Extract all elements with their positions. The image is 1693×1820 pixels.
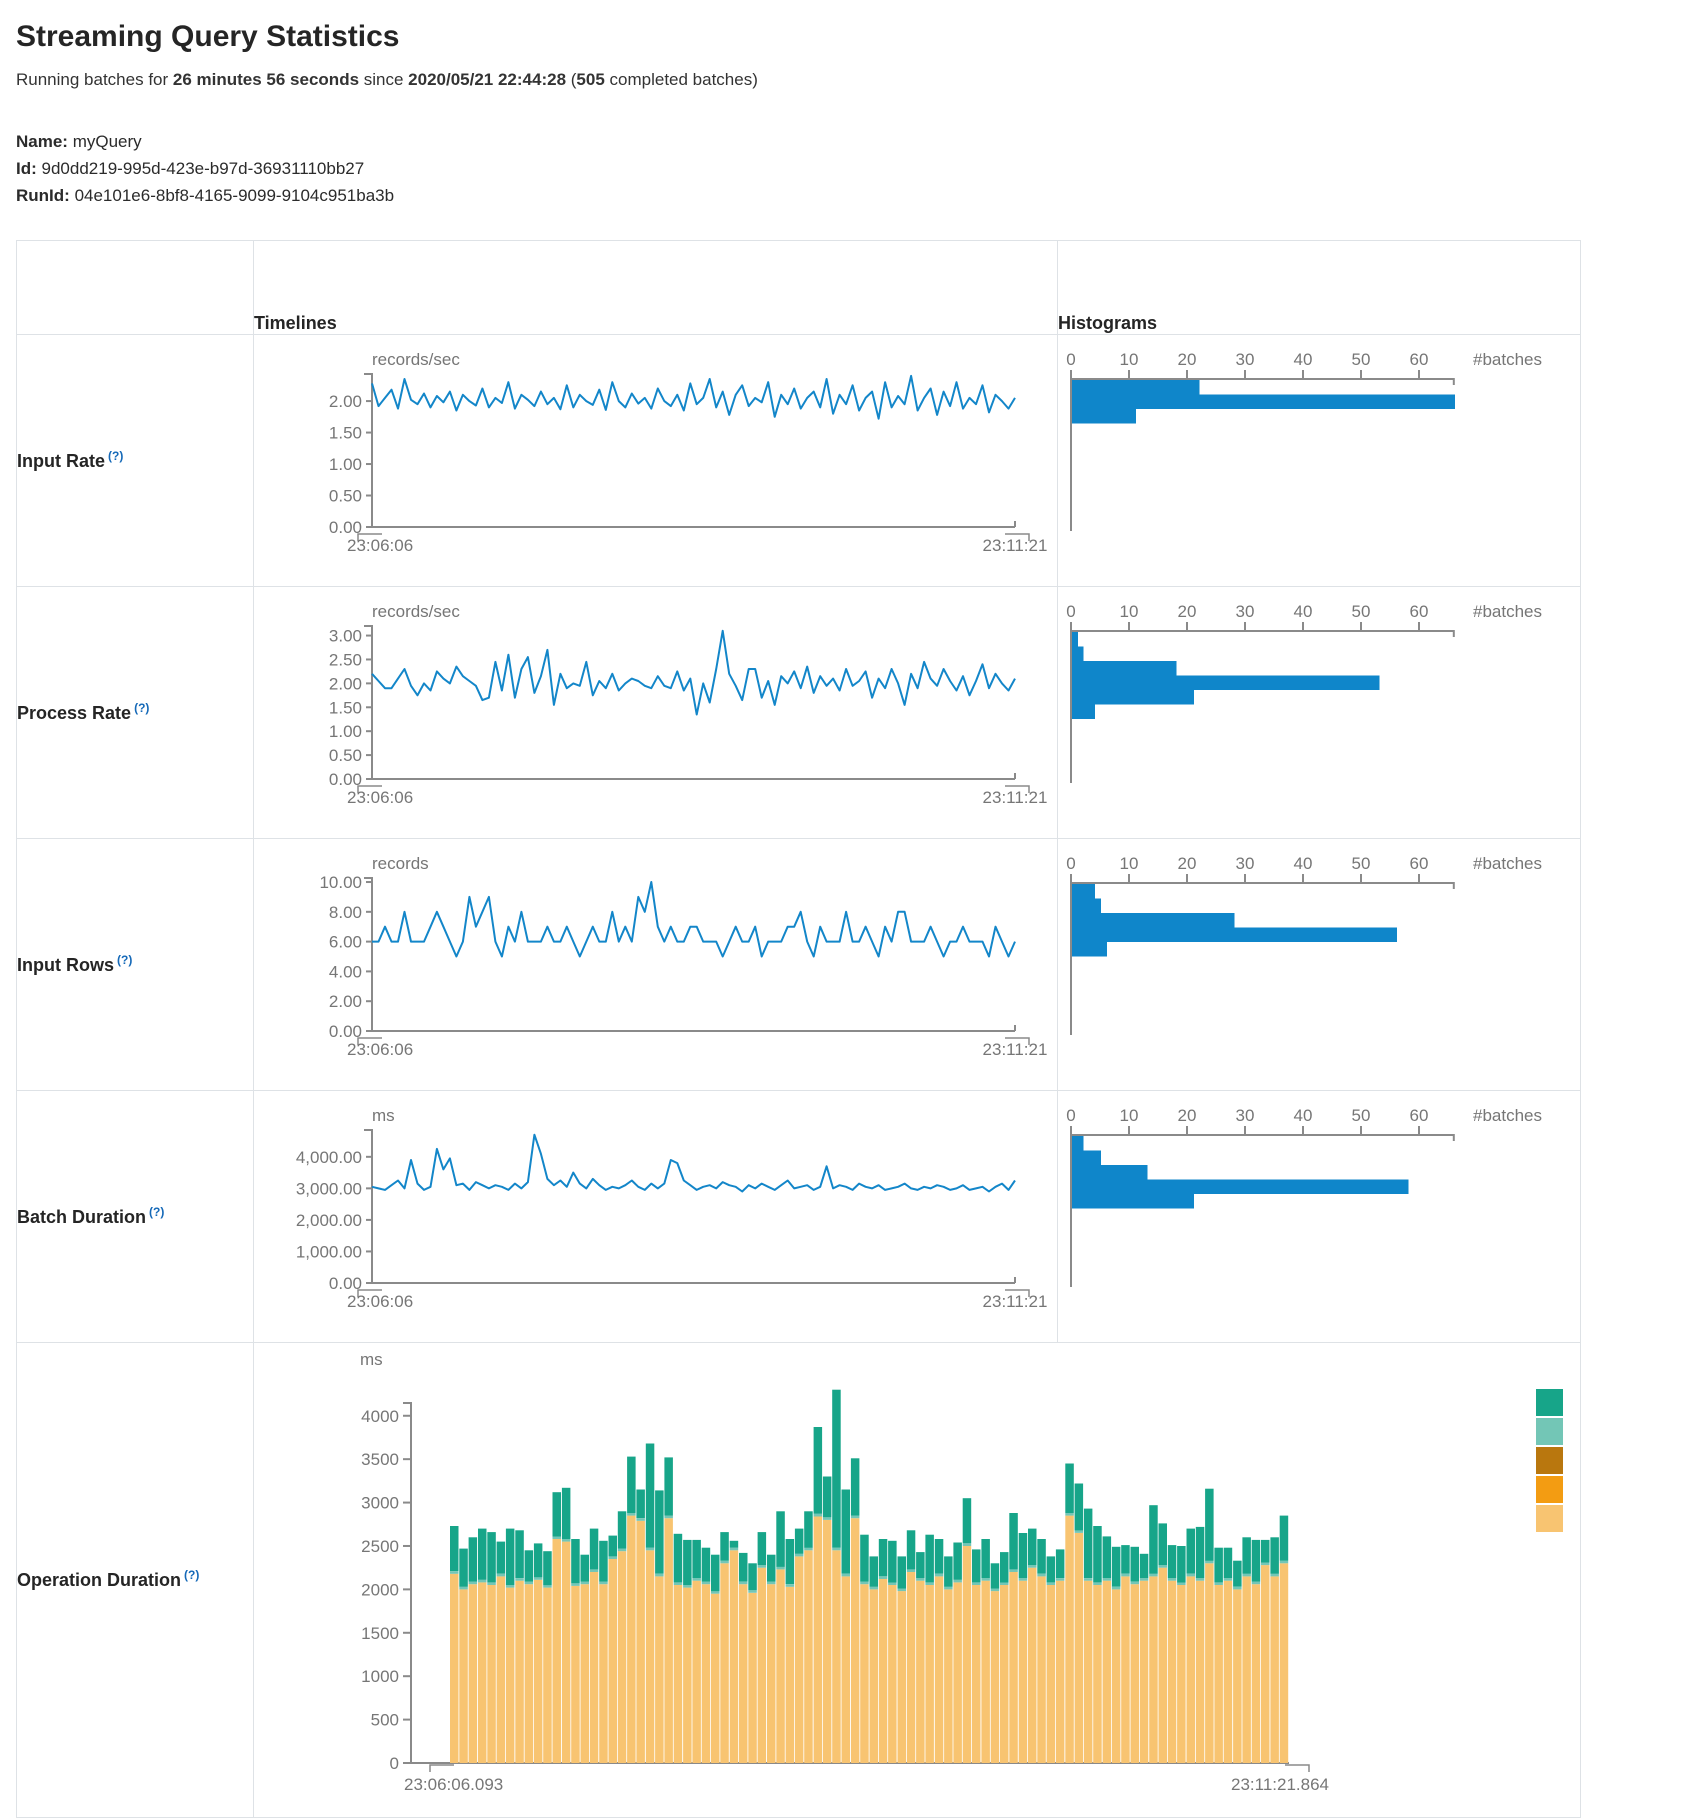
svg-text:2000: 2000	[361, 1579, 399, 1599]
svg-text:2.00: 2.00	[328, 991, 362, 1011]
svg-text:4,000.00: 4,000.00	[295, 1147, 362, 1167]
input-rate-row	[17, 334, 1581, 586]
svg-text:30: 30	[1235, 601, 1255, 621]
svg-text:40: 40	[1293, 601, 1313, 621]
batch-duration-histogram-svg	[1058, 1091, 1580, 1342]
operation-duration-chart-cell	[254, 1342, 1581, 1817]
svg-text:0.00: 0.00	[328, 1021, 362, 1041]
input-rows-label-cell	[17, 838, 254, 1090]
query-name-value: myQuery	[72, 132, 142, 151]
operation-duration-svg	[254, 1343, 1579, 1817]
summary-text: completed batches)	[604, 70, 758, 89]
svg-text:1000: 1000	[361, 1666, 399, 1686]
svg-text:2,000.00: 2,000.00	[295, 1210, 362, 1230]
query-id-value: 9d0dd219-995d-423e-b97d-36931110bb27	[41, 159, 365, 179]
input-rows-help-icon[interactable]: (?)	[117, 952, 133, 967]
svg-text:1.00: 1.00	[328, 454, 362, 474]
svg-text:20: 20	[1177, 349, 1197, 369]
operation-duration-help-icon[interactable]: (?)	[184, 1568, 200, 1583]
query-name-label: Name:	[16, 132, 68, 151]
row-label: Operation Duration	[17, 1570, 182, 1591]
batch-duration-label-cell	[17, 1090, 254, 1342]
query-name-line	[16, 128, 1693, 155]
svg-text:0.50: 0.50	[328, 745, 362, 765]
svg-text:10: 10	[1119, 601, 1139, 621]
process-rate-label-cell	[17, 586, 254, 838]
svg-text:1.50: 1.50	[328, 697, 362, 717]
svg-text:3000: 3000	[361, 1493, 399, 1513]
svg-text:2.00: 2.00	[328, 673, 362, 693]
input-rows-row	[17, 838, 1581, 1090]
process-rate-histogram-svg	[1058, 587, 1580, 838]
input-rows-timeline-cell	[254, 838, 1058, 1090]
operation-duration-label-cell	[17, 1342, 254, 1817]
svg-text:2.50: 2.50	[328, 650, 362, 670]
row-label: Process Rate	[17, 702, 132, 723]
svg-text:0: 0	[389, 1753, 399, 1773]
svg-text:20: 20	[1177, 1105, 1197, 1125]
x-axis-end-label: 23:11:21	[982, 1039, 1048, 1059]
svg-text:0: 0	[1066, 853, 1076, 873]
empty-header-cell	[17, 240, 254, 334]
svg-text:0.50: 0.50	[328, 486, 362, 506]
row-label: Input Rate	[17, 450, 105, 471]
process-rate-histogram-cell	[1058, 586, 1581, 838]
x-axis-end-label: 23:11:21	[982, 787, 1048, 807]
input-rows-histogram-chart	[1058, 839, 1580, 1090]
svg-text:0.00: 0.00	[328, 517, 362, 537]
svg-text:1.50: 1.50	[328, 423, 362, 443]
running-batches-summary	[16, 70, 1693, 90]
svg-text:4000: 4000	[361, 1406, 399, 1426]
query-info	[16, 128, 1693, 210]
table-header-row	[17, 240, 1581, 334]
input-rate-timeline-svg	[254, 335, 1057, 586]
svg-text:40: 40	[1293, 1105, 1313, 1125]
svg-text:0.00: 0.00	[328, 1273, 362, 1293]
batch-duration-timeline-chart	[254, 1091, 1057, 1342]
batches-count-axis-label: #batches	[1473, 349, 1542, 369]
batch-duration-timeline-svg	[254, 1091, 1057, 1342]
svg-text:50: 50	[1351, 1105, 1371, 1125]
svg-text:60: 60	[1409, 601, 1429, 621]
svg-text:50: 50	[1351, 853, 1371, 873]
page-title: Streaming Query Statistics	[16, 20, 400, 53]
y-axis-unit-label: records/sec	[372, 349, 460, 369]
process-rate-timeline-cell	[254, 586, 1058, 838]
svg-text:0.00: 0.00	[328, 769, 362, 789]
timelines-header: Timelines	[254, 240, 1058, 334]
svg-text:40: 40	[1293, 853, 1313, 873]
x-axis-start-label: 23:06:06	[347, 535, 414, 555]
svg-text:0: 0	[1066, 601, 1076, 621]
query-runid-line	[16, 182, 1693, 209]
batch-duration-timeline-cell	[254, 1090, 1058, 1342]
x-axis-start-label: 23:06:06.093	[404, 1774, 504, 1794]
summary-text: Running batches for	[16, 70, 173, 89]
svg-text:10.00: 10.00	[319, 872, 362, 892]
x-axis-end-label: 23:11:21	[982, 535, 1048, 555]
process-rate-timeline-chart	[254, 587, 1057, 838]
x-axis-start-label: 23:06:06	[347, 787, 414, 807]
legend-swatch-4	[1536, 1476, 1563, 1503]
svg-text:0: 0	[1066, 1105, 1076, 1125]
query-runid-label: RunId:	[16, 186, 70, 206]
legend-swatch-2	[1536, 1418, 1563, 1445]
input-rows-histogram-svg	[1058, 839, 1580, 1090]
svg-text:0: 0	[1066, 349, 1076, 369]
svg-text:10: 10	[1119, 349, 1139, 369]
process-rate-histogram-chart	[1058, 587, 1580, 838]
y-axis-unit-label: ms	[372, 1105, 395, 1125]
batch-duration-histogram-chart	[1058, 1091, 1580, 1342]
svg-text:4.00: 4.00	[328, 961, 362, 981]
batches-count-axis-label: #batches	[1473, 1105, 1542, 1125]
input-rows-timeline-svg	[254, 839, 1057, 1090]
svg-text:30: 30	[1235, 349, 1255, 369]
x-axis-end-label: 23:11:21	[982, 1291, 1048, 1311]
batch-duration-help-icon[interactable]: (?)	[149, 1204, 165, 1219]
y-axis-unit-label: ms	[360, 1349, 383, 1369]
x-axis-start-label: 23:06:06	[347, 1039, 414, 1059]
svg-text:3500: 3500	[361, 1449, 399, 1469]
svg-text:20: 20	[1177, 601, 1197, 621]
y-axis-unit-label: records	[372, 853, 429, 873]
svg-text:3.00: 3.00	[328, 626, 362, 646]
statistics-table	[16, 240, 1581, 1818]
x-axis-start-label: 23:06:06	[347, 1291, 414, 1311]
svg-text:2.00: 2.00	[328, 391, 362, 411]
svg-text:30: 30	[1235, 1105, 1255, 1125]
svg-text:60: 60	[1409, 853, 1429, 873]
batch-duration-histogram-cell	[1058, 1090, 1581, 1342]
input-rows-timeline-chart	[254, 839, 1057, 1090]
batch-duration-row	[17, 1090, 1581, 1342]
input-rows-histogram-cell	[1058, 838, 1581, 1090]
process-rate-help-icon[interactable]: (?)	[134, 700, 150, 715]
summary-text: since	[359, 70, 409, 89]
row-label: Input Rows	[17, 954, 114, 975]
svg-text:2500: 2500	[361, 1536, 399, 1556]
svg-text:50: 50	[1351, 601, 1371, 621]
svg-text:1.00: 1.00	[328, 721, 362, 741]
batches-count-axis-label: #batches	[1473, 853, 1542, 873]
svg-text:60: 60	[1409, 1105, 1429, 1125]
process-rate-timeline-svg	[254, 587, 1057, 838]
svg-text:10: 10	[1119, 1105, 1139, 1125]
operation-duration-row	[17, 1342, 1581, 1817]
legend-swatch-5	[1536, 1505, 1563, 1532]
input-rate-help-icon[interactable]: (?)	[108, 448, 124, 463]
summary-text: (	[566, 70, 577, 89]
input-rate-timeline-cell	[254, 334, 1058, 586]
batches-count-axis-label: #batches	[1473, 601, 1542, 621]
svg-text:6.00: 6.00	[328, 932, 362, 952]
y-axis-unit-label: records/sec	[372, 601, 460, 621]
running-duration: 26 minutes 56 seconds	[172, 70, 360, 89]
start-timestamp: 2020/05/21 22:44:28	[408, 70, 567, 89]
histograms-header: Histograms	[1058, 240, 1581, 334]
query-id-line	[16, 155, 1693, 182]
row-label: Batch Duration	[17, 1206, 147, 1227]
svg-text:60: 60	[1409, 349, 1429, 369]
svg-text:1500: 1500	[361, 1623, 399, 1643]
svg-text:30: 30	[1235, 853, 1255, 873]
svg-text:20: 20	[1177, 853, 1197, 873]
svg-text:50: 50	[1351, 349, 1371, 369]
svg-text:8.00: 8.00	[328, 902, 362, 922]
query-id-label: Id:	[16, 159, 37, 179]
input-rate-label-cell	[17, 334, 254, 586]
input-rate-histogram-chart	[1058, 335, 1580, 586]
input-rate-timeline-chart	[254, 335, 1057, 586]
svg-text:1,000.00: 1,000.00	[295, 1242, 362, 1262]
input-rate-histogram-svg	[1058, 335, 1580, 586]
operation-duration-chart	[254, 1343, 1580, 1817]
input-rate-histogram-cell	[1058, 334, 1581, 586]
x-axis-end-label: 23:11:21.864	[1231, 1774, 1329, 1794]
svg-text:3,000.00: 3,000.00	[295, 1178, 362, 1198]
process-rate-row	[17, 586, 1581, 838]
svg-text:500: 500	[370, 1710, 399, 1730]
svg-text:10: 10	[1119, 853, 1139, 873]
query-runid-value: 04e101e6-8bf8-4165-9099-9104c951ba3b	[74, 186, 395, 206]
legend-swatch-3	[1536, 1447, 1563, 1474]
svg-text:40: 40	[1293, 349, 1313, 369]
legend-swatch-1	[1536, 1389, 1563, 1416]
completed-batches-count: 505	[576, 70, 605, 89]
